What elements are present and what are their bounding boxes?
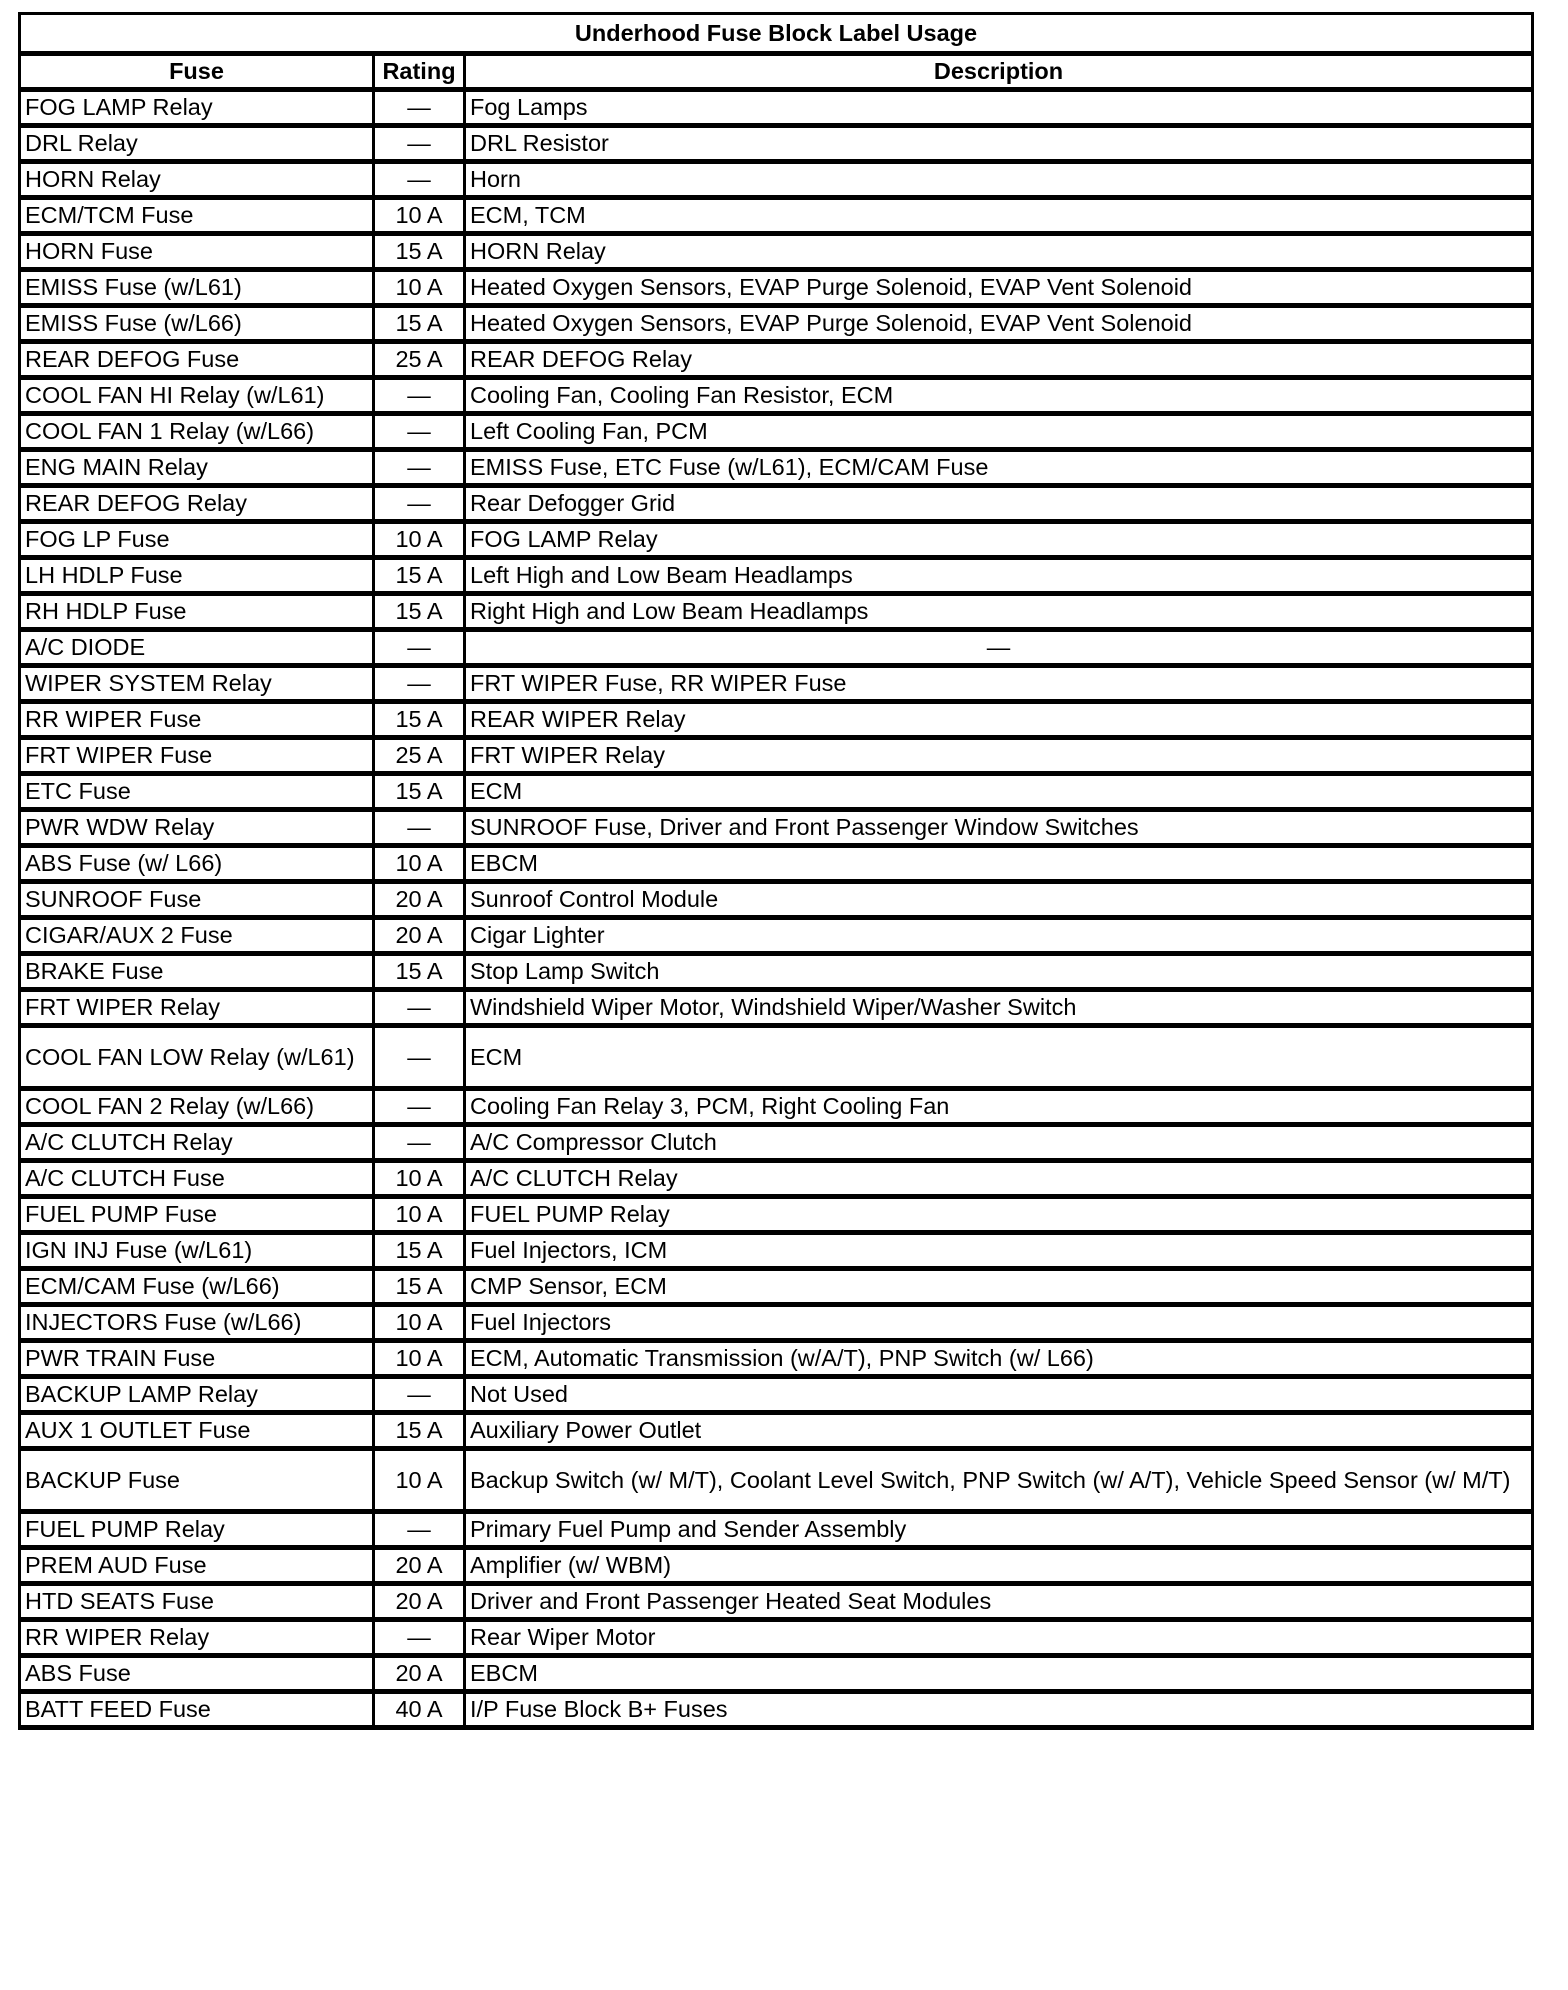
rating-cell: —: [374, 1125, 465, 1161]
description-cell: FRT WIPER Fuse, RR WIPER Fuse: [465, 666, 1533, 702]
fuse-cell: PWR TRAIN Fuse: [20, 1341, 374, 1377]
rating-cell: 10 A: [374, 198, 465, 234]
description-cell: Sunroof Control Module: [465, 882, 1533, 918]
fuse-cell: ABS Fuse: [20, 1656, 374, 1692]
description-cell: Horn: [465, 162, 1533, 198]
table-row: [20, 1377, 1533, 1413]
rating-cell: —: [374, 630, 465, 666]
fuse-cell: COOL FAN 2 Relay (w/L66): [20, 1089, 374, 1125]
description-cell: Stop Lamp Switch: [465, 954, 1533, 990]
fuse-cell: BRAKE Fuse: [20, 954, 374, 990]
table-row: [20, 522, 1533, 558]
table-row: [20, 774, 1533, 810]
rating-cell: 10 A: [374, 522, 465, 558]
fuse-cell: HTD SEATS Fuse: [20, 1584, 374, 1620]
description-cell: ECM: [465, 774, 1533, 810]
table-row: [20, 378, 1533, 414]
table-row: [20, 1305, 1533, 1341]
description-cell: Heated Oxygen Sensors, EVAP Purge Solenoid, EVAP Vent Solenoid: [465, 270, 1533, 306]
rating-cell: 20 A: [374, 918, 465, 954]
table-row: [20, 234, 1533, 270]
fuse-cell: EMISS Fuse (w/L66): [20, 306, 374, 342]
fuse-cell: A/C DIODE: [20, 630, 374, 666]
table-row: [20, 594, 1533, 630]
description-cell: Rear Wiper Motor: [465, 1620, 1533, 1656]
fuse-cell: ECM/CAM Fuse (w/L66): [20, 1269, 374, 1305]
fuse-cell: REAR DEFOG Relay: [20, 486, 374, 522]
rating-cell: —: [374, 1089, 465, 1125]
table-row: [20, 486, 1533, 522]
rating-cell: 25 A: [374, 738, 465, 774]
description-cell: HORN Relay: [465, 234, 1533, 270]
table-row: [20, 990, 1533, 1026]
fuse-cell: FRT WIPER Relay: [20, 990, 374, 1026]
table-row: [20, 954, 1533, 990]
rating-cell: 20 A: [374, 1584, 465, 1620]
rating-cell: 10 A: [374, 1341, 465, 1377]
column-header-description: Description: [465, 54, 1533, 90]
table-row: [20, 1449, 1533, 1512]
rating-cell: 20 A: [374, 882, 465, 918]
rating-cell: 40 A: [374, 1692, 465, 1728]
description-cell: Fog Lamps: [465, 90, 1533, 126]
description-cell: Not Used: [465, 1377, 1533, 1413]
description-cell: ECM, Automatic Transmission (w/A/T), PNP Switch (w/ L66): [465, 1341, 1533, 1377]
fuse-cell: SUNROOF Fuse: [20, 882, 374, 918]
fuse-cell: ENG MAIN Relay: [20, 450, 374, 486]
fuse-cell: AUX 1 OUTLET Fuse: [20, 1413, 374, 1449]
rating-cell: —: [374, 378, 465, 414]
description-cell: Backup Switch (w/ M/T), Coolant Level Switch, PNP Switch (w/ A/T), Vehicle Speed Sensor (w/ M/T): [465, 1449, 1533, 1512]
table-row: [20, 1692, 1533, 1728]
table-row: [20, 558, 1533, 594]
rating-cell: 15 A: [374, 702, 465, 738]
description-cell: Primary Fuel Pump and Sender Assembly: [465, 1512, 1533, 1548]
table-row: [20, 1233, 1533, 1269]
description-cell: ECM: [465, 1026, 1533, 1089]
rating-cell: —: [374, 1512, 465, 1548]
fuse-cell: RR WIPER Fuse: [20, 702, 374, 738]
fuse-cell: PWR WDW Relay: [20, 810, 374, 846]
fuse-cell: RR WIPER Relay: [20, 1620, 374, 1656]
fuse-cell: DRL Relay: [20, 126, 374, 162]
fuse-cell: ABS Fuse (w/ L66): [20, 846, 374, 882]
rating-cell: 10 A: [374, 1449, 465, 1512]
table-row: [20, 1620, 1533, 1656]
description-cell: FUEL PUMP Relay: [465, 1197, 1533, 1233]
table-row: [20, 1161, 1533, 1197]
table-row: [20, 1656, 1533, 1692]
table-row: [20, 162, 1533, 198]
table-row: [20, 630, 1533, 666]
fuse-cell: WIPER SYSTEM Relay: [20, 666, 374, 702]
table-row: [20, 1089, 1533, 1125]
description-cell: EBCM: [465, 846, 1533, 882]
fuse-cell: RH HDLP Fuse: [20, 594, 374, 630]
fuse-cell: ECM/TCM Fuse: [20, 198, 374, 234]
fuse-cell: A/C CLUTCH Relay: [20, 1125, 374, 1161]
rating-cell: 15 A: [374, 954, 465, 990]
fuse-cell: HORN Relay: [20, 162, 374, 198]
fuse-cell: IGN INJ Fuse (w/L61): [20, 1233, 374, 1269]
table-row: [20, 1269, 1533, 1305]
fuse-cell: COOL FAN HI Relay (w/L61): [20, 378, 374, 414]
description-cell: EBCM: [465, 1656, 1533, 1692]
rating-cell: —: [374, 990, 465, 1026]
rating-cell: 10 A: [374, 1161, 465, 1197]
rating-cell: —: [374, 162, 465, 198]
description-cell: Rear Defogger Grid: [465, 486, 1533, 522]
table-row: [20, 414, 1533, 450]
table-row: [20, 918, 1533, 954]
fuse-cell: BACKUP Fuse: [20, 1449, 374, 1512]
fuse-cell: COOL FAN 1 Relay (w/L66): [20, 414, 374, 450]
rating-cell: —: [374, 414, 465, 450]
fuse-cell: EMISS Fuse (w/L61): [20, 270, 374, 306]
table-title: Underhood Fuse Block Label Usage: [20, 14, 1533, 54]
description-cell: REAR WIPER Relay: [465, 702, 1533, 738]
description-cell: ECM, TCM: [465, 198, 1533, 234]
description-cell: Cooling Fan, Cooling Fan Resistor, ECM: [465, 378, 1533, 414]
column-header-row: [20, 54, 1533, 90]
description-cell: Cigar Lighter: [465, 918, 1533, 954]
rating-cell: —: [374, 1026, 465, 1089]
description-cell: REAR DEFOG Relay: [465, 342, 1533, 378]
table-row: [20, 846, 1533, 882]
description-cell: Cooling Fan Relay 3, PCM, Right Cooling Fan: [465, 1089, 1533, 1125]
table-row: [20, 702, 1533, 738]
table-row: [20, 126, 1533, 162]
table-row: [20, 1512, 1533, 1548]
table-row: [20, 1413, 1533, 1449]
rating-cell: 15 A: [374, 594, 465, 630]
description-cell: I/P Fuse Block B+ Fuses: [465, 1692, 1533, 1728]
description-cell: A/C CLUTCH Relay: [465, 1161, 1533, 1197]
fuse-cell: HORN Fuse: [20, 234, 374, 270]
fuse-cell: FUEL PUMP Relay: [20, 1512, 374, 1548]
description-cell: Fuel Injectors: [465, 1305, 1533, 1341]
table-row: [20, 198, 1533, 234]
table-row: [20, 1548, 1533, 1584]
description-cell: Right High and Low Beam Headlamps: [465, 594, 1533, 630]
fuse-cell: COOL FAN LOW Relay (w/L61): [20, 1026, 374, 1089]
rating-cell: 15 A: [374, 774, 465, 810]
description-cell: Left High and Low Beam Headlamps: [465, 558, 1533, 594]
table-row: [20, 1197, 1533, 1233]
rating-cell: —: [374, 666, 465, 702]
rating-cell: 20 A: [374, 1548, 465, 1584]
fuse-cell: BATT FEED Fuse: [20, 1692, 374, 1728]
fuse-cell: CIGAR/AUX 2 Fuse: [20, 918, 374, 954]
rating-cell: 10 A: [374, 1305, 465, 1341]
rating-cell: 10 A: [374, 846, 465, 882]
fuse-cell: FUEL PUMP Fuse: [20, 1197, 374, 1233]
rating-cell: —: [374, 450, 465, 486]
description-cell: Heated Oxygen Sensors, EVAP Purge Solenoid, EVAP Vent Solenoid: [465, 306, 1533, 342]
description-cell: SUNROOF Fuse, Driver and Front Passenger Window Switches: [465, 810, 1533, 846]
fuse-cell: ETC Fuse: [20, 774, 374, 810]
column-header-rating: Rating: [374, 54, 465, 90]
description-cell: FRT WIPER Relay: [465, 738, 1533, 774]
column-header-fuse: Fuse: [20, 54, 374, 90]
description-cell: DRL Resistor: [465, 126, 1533, 162]
description-cell: A/C Compressor Clutch: [465, 1125, 1533, 1161]
description-cell: Fuel Injectors, ICM: [465, 1233, 1533, 1269]
rating-cell: 15 A: [374, 1269, 465, 1305]
fuse-cell: A/C CLUTCH Fuse: [20, 1161, 374, 1197]
description-cell: Amplifier (w/ WBM): [465, 1548, 1533, 1584]
table-row: [20, 270, 1533, 306]
rating-cell: 15 A: [374, 1413, 465, 1449]
rating-cell: —: [374, 486, 465, 522]
table-row: [20, 810, 1533, 846]
description-cell: Driver and Front Passenger Heated Seat Modules: [465, 1584, 1533, 1620]
description-cell: —: [465, 630, 1533, 666]
rating-cell: 15 A: [374, 558, 465, 594]
fuse-cell: FOG LAMP Relay: [20, 90, 374, 126]
description-cell: CMP Sensor, ECM: [465, 1269, 1533, 1305]
description-cell: Windshield Wiper Motor, Windshield Wiper/Washer Switch: [465, 990, 1533, 1026]
rating-cell: —: [374, 1377, 465, 1413]
rating-cell: 10 A: [374, 1197, 465, 1233]
fuse-cell: REAR DEFOG Fuse: [20, 342, 374, 378]
fuse-cell: LH HDLP Fuse: [20, 558, 374, 594]
rating-cell: —: [374, 810, 465, 846]
table-row: [20, 306, 1533, 342]
description-cell: EMISS Fuse, ETC Fuse (w/L61), ECM/CAM Fuse: [465, 450, 1533, 486]
fuse-cell: BACKUP LAMP Relay: [20, 1377, 374, 1413]
description-cell: Left Cooling Fan, PCM: [465, 414, 1533, 450]
rating-cell: 20 A: [374, 1656, 465, 1692]
rating-cell: —: [374, 126, 465, 162]
fuse-cell: PREM AUD Fuse: [20, 1548, 374, 1584]
fuse-block-table: [18, 12, 1534, 1730]
table-row: [20, 342, 1533, 378]
table-title-row: [20, 14, 1533, 54]
table-row: [20, 1584, 1533, 1620]
table-row: [20, 738, 1533, 774]
rating-cell: 10 A: [374, 270, 465, 306]
rating-cell: 15 A: [374, 234, 465, 270]
table-body: [20, 90, 1533, 1728]
table-row: [20, 450, 1533, 486]
description-cell: FOG LAMP Relay: [465, 522, 1533, 558]
table-row: [20, 1125, 1533, 1161]
rating-cell: —: [374, 1620, 465, 1656]
fuse-cell: FRT WIPER Fuse: [20, 738, 374, 774]
rating-cell: 15 A: [374, 306, 465, 342]
table-row: [20, 882, 1533, 918]
rating-cell: 25 A: [374, 342, 465, 378]
table-row: [20, 1026, 1533, 1089]
fuse-cell: FOG LP Fuse: [20, 522, 374, 558]
rating-cell: —: [374, 90, 465, 126]
description-cell: Auxiliary Power Outlet: [465, 1413, 1533, 1449]
table-row: [20, 1341, 1533, 1377]
table-row: [20, 666, 1533, 702]
fuse-cell: INJECTORS Fuse (w/L66): [20, 1305, 374, 1341]
table-row: [20, 90, 1533, 126]
rating-cell: 15 A: [374, 1233, 465, 1269]
